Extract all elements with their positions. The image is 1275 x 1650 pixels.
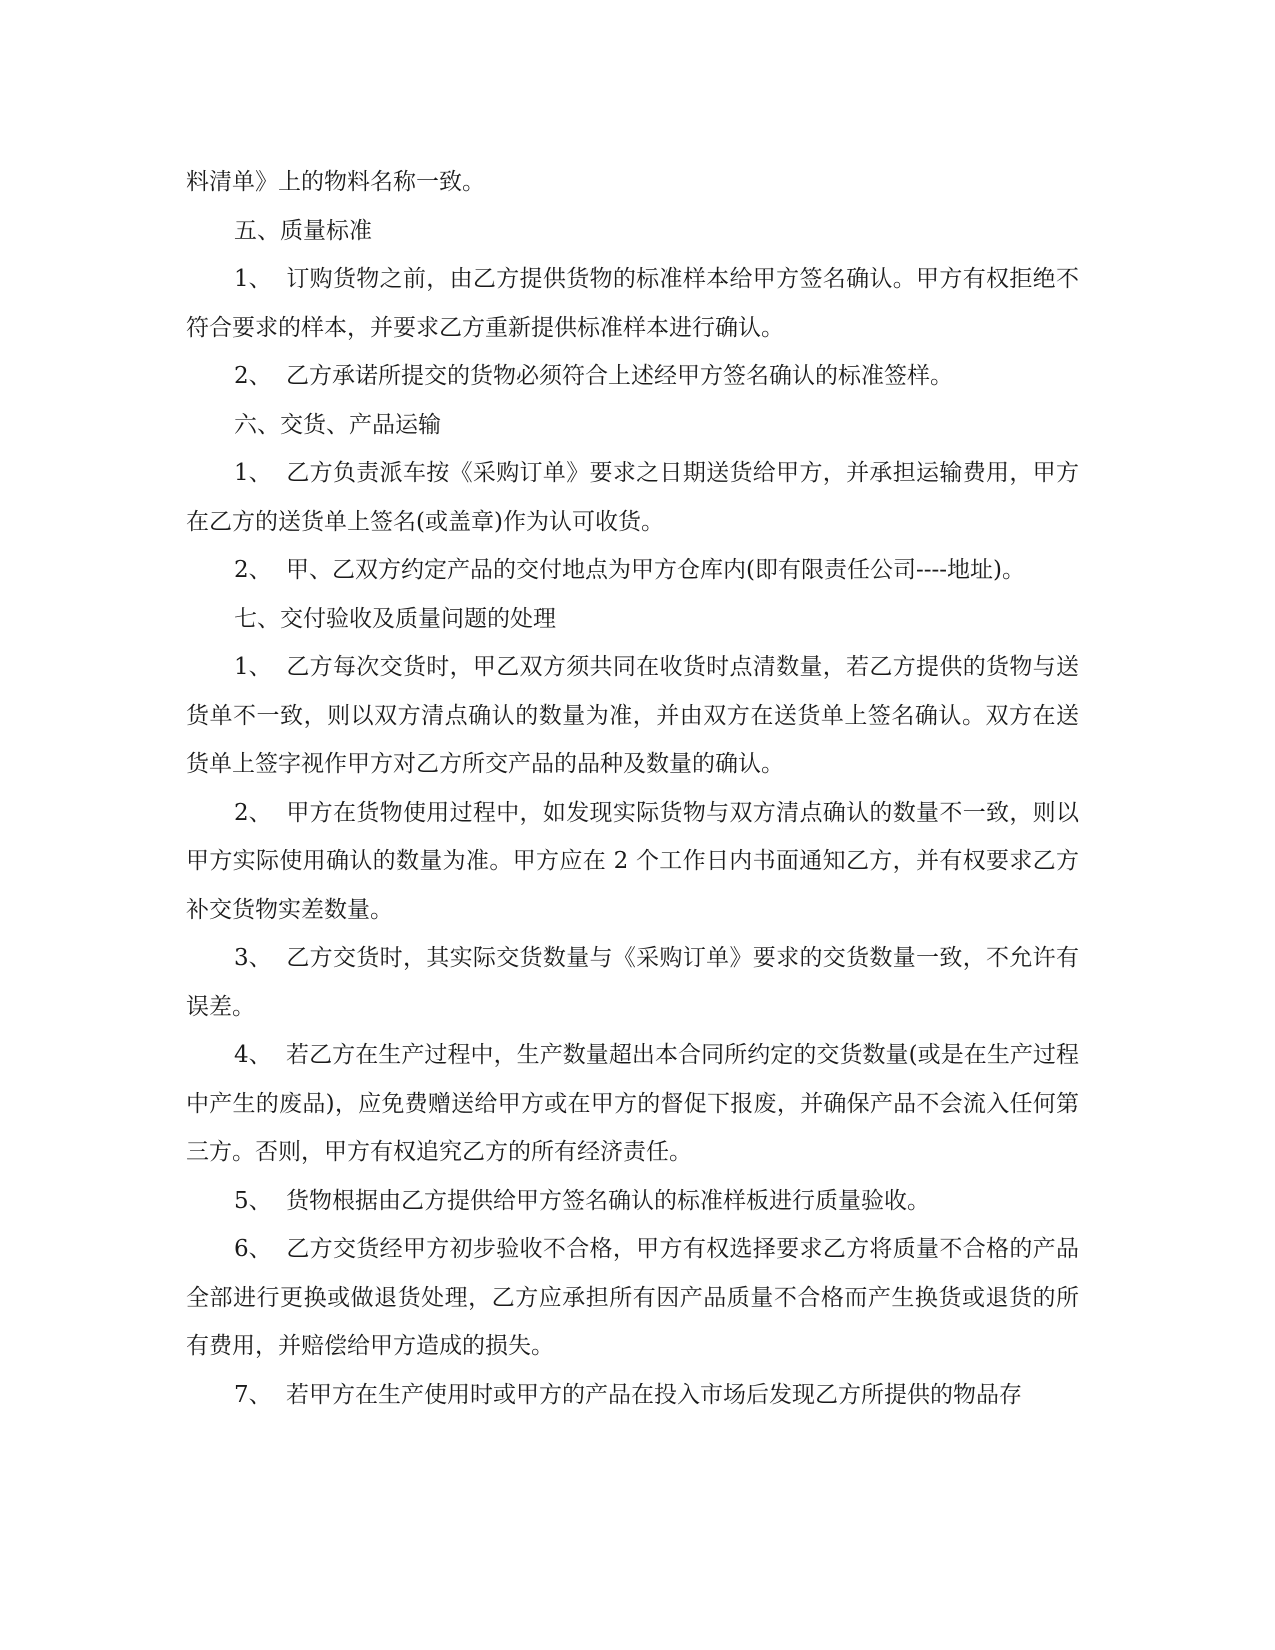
clause-number: 1、 bbox=[234, 654, 272, 680]
clause-text: 货物根据由乙方提供给甲方签名确认的标准样板进行质量验收。 bbox=[286, 1187, 930, 1214]
clause-item bbox=[186, 643, 1079, 789]
clause-text: 若乙方在生产过程中，生产数量超出本合同所约定的交货数量(或是在生产过程中产生的废品)，应免费赠送给甲方或在甲方的督促下报废，并确保产品不会流入任何第三方。否则，甲方有权追究乙方的所有经济责任。 bbox=[186, 1042, 1079, 1165]
clause-item bbox=[186, 352, 1079, 401]
clause-text: 乙方每次交货时，甲乙双方须共同在收货时点清数量，若乙方提供的货物与送货单不一致，则以双方清点确认的数量为准，并由双方在送货单上签名确认。双方在送货单上签字视作甲方对乙方所交产品的品种及数量的确认。 bbox=[186, 654, 1079, 777]
clause-number: 1、 bbox=[234, 266, 272, 292]
clause-number: 6、 bbox=[234, 1236, 272, 1262]
section-heading-quality-standard: 五、质量标准 bbox=[234, 217, 372, 244]
clause-item bbox=[186, 255, 1079, 352]
clause-item bbox=[186, 789, 1079, 935]
clause-text: 甲方在货物使用过程中，如发现实际货物与双方清点确认的数量不一致，则以甲方实际使用确认的数量为准。甲方应在 2 个工作日内书面通知乙方，并有权要求乙方补交货物实差数量。 bbox=[186, 799, 1079, 923]
clause-text: 乙方交货时，其实际交货数量与《采购订单》要求的交货数量一致，不允许有误差。 bbox=[186, 945, 1079, 1020]
clause-text: 甲、乙双方约定产品的交付地点为甲方仓库内(即有限责任公司----地址)。 bbox=[286, 557, 1026, 583]
clause-number: 3、 bbox=[234, 945, 272, 971]
clause-text: 若甲方在生产使用时或甲方的产品在投入市场后发现乙方所提供的物品存 bbox=[286, 1381, 1022, 1408]
clause-text: 订购货物之前，由乙方提供货物的标准样本给甲方签名确认。甲方有权拒绝不符合要求的样本，并要求乙方重新提供标准样本进行确认。 bbox=[186, 266, 1079, 341]
clause-item bbox=[186, 1225, 1079, 1371]
clause-number: 4、 bbox=[234, 1042, 272, 1068]
clause-number: 2、 bbox=[234, 363, 272, 389]
clause-item bbox=[186, 1031, 1079, 1177]
clause-item bbox=[186, 1177, 1079, 1226]
clause-number: 1、 bbox=[234, 460, 272, 486]
clause-number: 5、 bbox=[234, 1187, 272, 1214]
clause-item bbox=[186, 934, 1079, 1031]
section-heading-acceptance-quality: 七、交付验收及质量问题的处理 bbox=[234, 605, 556, 632]
clause-item bbox=[186, 1371, 1079, 1420]
clause-item bbox=[186, 546, 1079, 595]
document-body bbox=[186, 158, 1079, 1419]
clause-number: 2、 bbox=[234, 557, 272, 583]
paragraph-continuation: 料清单》上的物料名称一致。 bbox=[186, 169, 485, 195]
clause-text: 乙方交货经甲方初步验收不合格，甲方有权选择要求乙方将质量不合格的产品全部进行更换或做退货处理，乙方应承担所有因产品质量不合格而产生换货或退货的所有费用，并赔偿给甲方造成的损失。 bbox=[186, 1236, 1079, 1359]
clause-text: 乙方负责派车按《采购订单》要求之日期送货给甲方，并承担运输费用，甲方在乙方的送货单上签名(或盖章)作为认可收货。 bbox=[186, 460, 1079, 535]
section-heading-delivery-transport: 六、交货、产品运输 bbox=[234, 411, 441, 438]
clause-item bbox=[186, 449, 1079, 546]
clause-number: 2、 bbox=[234, 799, 272, 826]
clause-text: 乙方承诺所提交的货物必须符合上述经甲方签名确认的标准签样。 bbox=[286, 363, 953, 389]
clause-number: 7、 bbox=[234, 1381, 272, 1408]
